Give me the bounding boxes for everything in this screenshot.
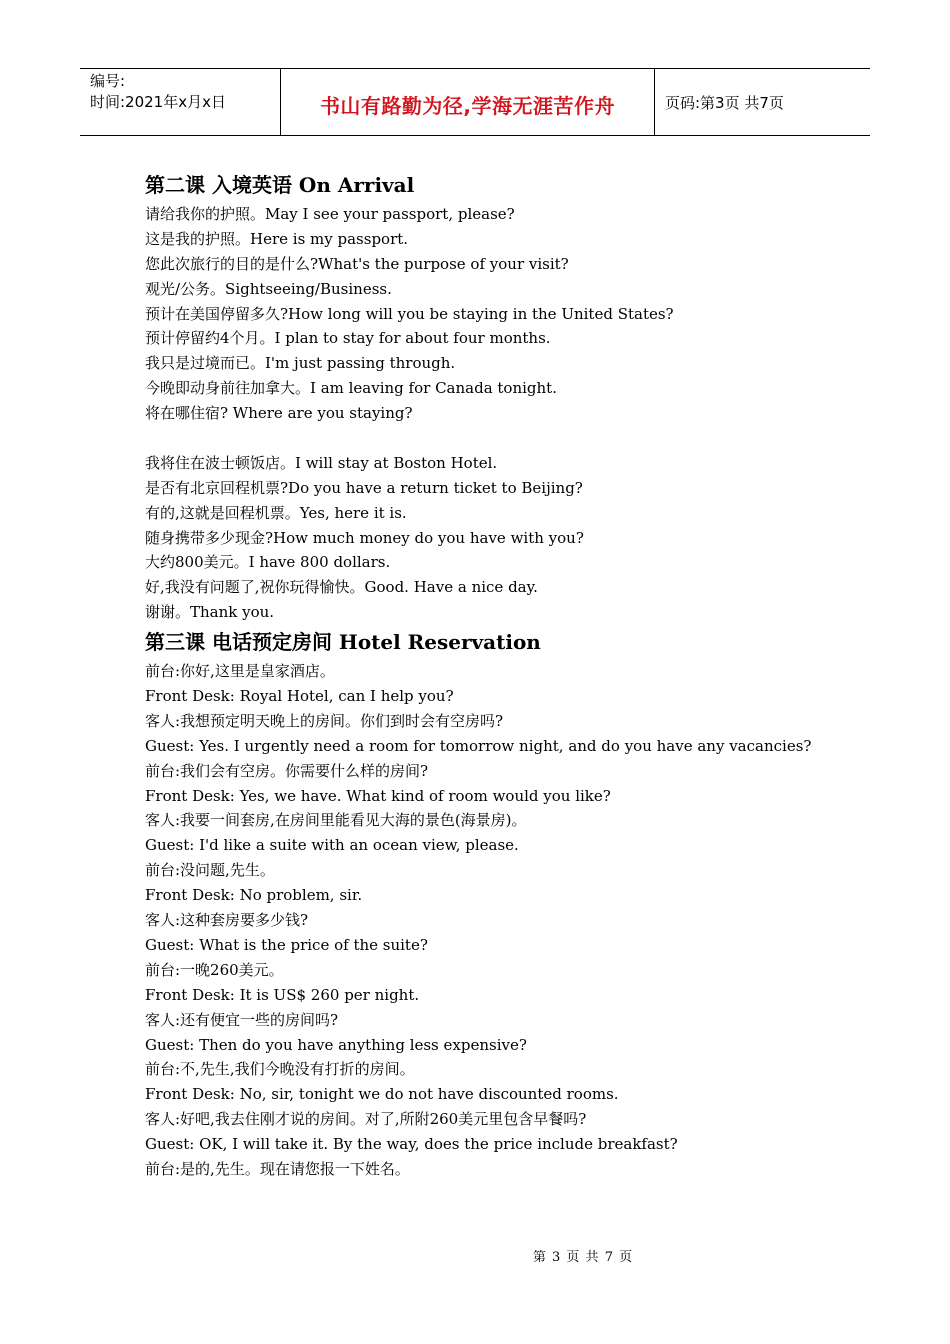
blank-line bbox=[145, 426, 865, 451]
dialog-line: 客人:我想预定明天晚上的房间。你们到时会有空房吗? bbox=[145, 711, 504, 730]
dialog-line: 好,我没有问题了,祝你玩得愉快。Good. Have a nice day. bbox=[145, 578, 538, 597]
dialog-line: 前台:一晚260美元。 bbox=[145, 960, 284, 979]
dialog-line: 前台:是的,先生。现在请您报一下姓名。 bbox=[145, 1159, 410, 1178]
dialog-line: Front Desk: Yes, we have. What kind of room would you like? bbox=[145, 786, 611, 805]
dialog-line: 今晚即动身前往加拿大。I am leaving for Canada tonight. bbox=[145, 379, 557, 398]
dialog-line: 预计在美国停留多久?How long will you be staying in the United States? bbox=[145, 304, 674, 323]
dialog-line: 客人:这种套房要多少钱? bbox=[145, 911, 309, 930]
page-footer bbox=[0, 1246, 950, 1265]
dialog-line: 我只是过境而已。I'm just passing through. bbox=[145, 354, 456, 373]
dialog-line: Guest: Yes. I urgently need a room for tomorrow night, and do you have any vacancies? bbox=[145, 736, 812, 755]
dialog-line: 前台:不,先生,我们今晚没有打折的房间。 bbox=[145, 1060, 415, 1079]
date-label: 时间:2021年x月x日 bbox=[90, 93, 226, 111]
dialog-line: Front Desk: It is US$ 260 per night. bbox=[145, 985, 420, 1004]
dialog-line: 我将住在波士顿饭店。I will stay at Boston Hotel. bbox=[145, 453, 498, 472]
dialog-line: 前台:你好,这里是皇家酒店。 bbox=[145, 662, 335, 681]
dialog-line: 谢谢。Thank you. bbox=[145, 603, 275, 622]
dialog-line: Front Desk: No, sir, tonight we do not have discounted rooms. bbox=[145, 1085, 619, 1104]
lesson3-lines bbox=[145, 659, 865, 1182]
dialog-line: 客人:我要一间套房,在房间里能看见大海的景色(海景房)。 bbox=[145, 811, 527, 830]
dialog-line: 大约800美元。I have 800 dollars. bbox=[145, 553, 391, 572]
dialog-line: 预计停留约4个月。I plan to stay for about four months. bbox=[145, 329, 551, 348]
dialog-line: 客人:还有便宜一些的房间吗? bbox=[145, 1010, 339, 1029]
dialog-line: 将在哪住宿? Where are you staying? bbox=[145, 404, 413, 423]
lesson2-lines-a bbox=[145, 202, 865, 426]
dialog-line: Guest: OK, I will take it. By the way, does the price include breakfast? bbox=[145, 1135, 678, 1154]
dialog-line: 随身携带多少现金?How much money do you have with you? bbox=[145, 528, 584, 547]
dialog-line: Guest: Then do you have anything less expensive? bbox=[145, 1035, 527, 1054]
dialog-line: 您此次旅行的目的是什么?What's the purpose of your visit? bbox=[145, 254, 569, 273]
dialog-line: 前台:我们会有空房。你需要什么样的房间? bbox=[145, 761, 429, 780]
dialog-line: Guest: I'd like a suite with an ocean view, please. bbox=[145, 836, 519, 855]
lesson2-title: 第二课 入境英语 On Arrival bbox=[145, 173, 415, 197]
lesson2-lines-b bbox=[145, 451, 865, 625]
dialog-line: 这是我的护照。Here is my passport. bbox=[145, 229, 409, 248]
document-body bbox=[145, 168, 865, 1182]
number-label: 编号: bbox=[90, 72, 126, 90]
dialog-line: 请给我你的护照。May I see your passport, please? bbox=[145, 205, 515, 223]
header-page-label: 页码:第3页 共7页 bbox=[665, 93, 784, 112]
header-meta bbox=[80, 69, 281, 135]
dialog-line: 观光/公务。Sightseeing/Business. bbox=[145, 279, 392, 298]
dialog-line: Guest: What is the price of the suite? bbox=[145, 935, 428, 954]
dialog-line: 是否有北京回程机票?Do you have a return ticket to Beijing? bbox=[145, 478, 583, 497]
dialog-line: 前台:没问题,先生。 bbox=[145, 861, 275, 880]
lesson3-title: 第三课 电话预定房间 Hotel Reservation bbox=[145, 630, 541, 655]
dialog-line: 客人:好吧,我去住刚才说的房间。对了,所附260美元里包含早餐吗? bbox=[145, 1110, 587, 1129]
header-motto: 书山有路勤为径,学海无涯苦作舟 bbox=[281, 69, 655, 135]
dialog-line: Front Desk: Royal Hotel, can I help you? bbox=[145, 687, 454, 706]
footer-page-number: 第 3 页 共 7 页 bbox=[532, 1250, 634, 1265]
page-header bbox=[80, 68, 870, 136]
dialog-line: Front Desk: No problem, sir. bbox=[145, 886, 363, 905]
dialog-line: 有的,这就是回程机票。Yes, here it is. bbox=[145, 503, 407, 522]
